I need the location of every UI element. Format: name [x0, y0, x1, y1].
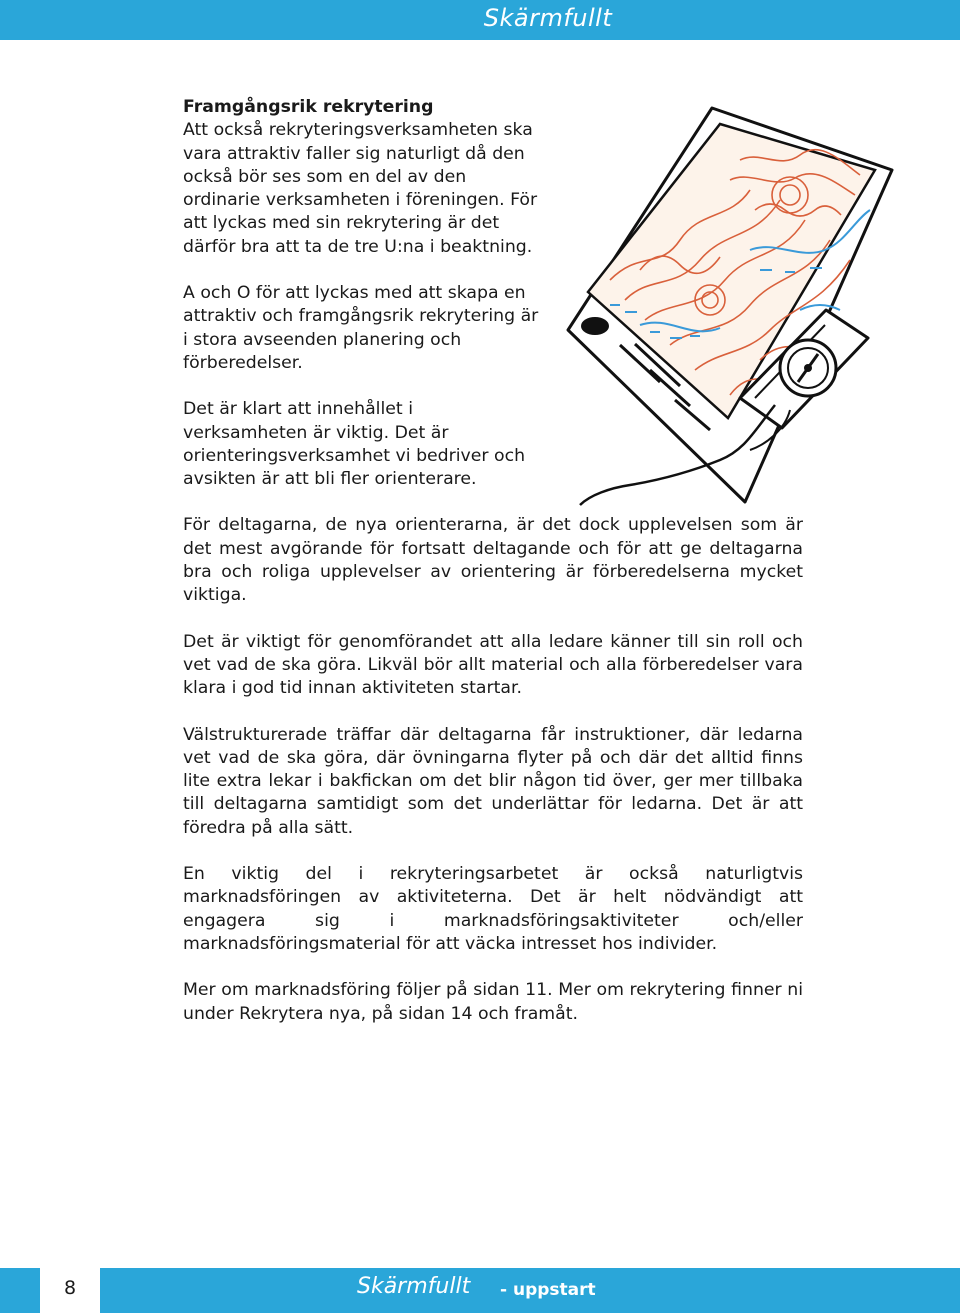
footer-brand-suffix: - uppstart	[500, 1280, 596, 1300]
header-bar	[0, 0, 960, 40]
header-brand: Skärmfullt	[483, 4, 613, 32]
section-heading: Framgångsrik rekrytering	[183, 97, 434, 117]
page-number: 8	[63, 1277, 77, 1299]
leaders-paragraph: Det är viktigt för genomförandet att alla ledare känner till sin roll och vet vad de ska göra. Likväl bör allt material och alla förberedelser vara klara i god tid innan aktiviteten startar.	[183, 631, 803, 699]
article-column-narrow	[183, 96, 539, 491]
planning-paragraph: A och O för att lyckas med att skapa en attraktiv och framgångsrik rekrytering är i stora avseenden planering och förberedelser.	[183, 283, 539, 373]
footer-brand: Skärmfullt	[357, 1274, 471, 1299]
footer-bar	[0, 1268, 960, 1313]
intro-section	[183, 96, 539, 259]
article-column-full	[183, 514, 803, 1025]
marketing-paragraph: En viktig del i rekryteringsarbetet är också naturligtvis marknadsföringen av aktiviteterna. Det är helt nödvändigt att engagera sig i marknadsföringsaktiviteter och/eller marknadsföringsmaterial för att väcka intresset hos individer.	[183, 864, 803, 954]
orienteering-map-and-compass-icon	[550, 100, 900, 520]
structure-paragraph: Välstrukturerade träffar där deltagarna får instruktioner, där ledarna vet vad de ska göra, där övningarna flyter på och där det alltid finns lite extra lekar i bakfickan om det blir någon tid över, ger mer tillbaka till deltagarna samtidigt som det underlättar för ledarna. Det är att föredra på alla sätt.	[183, 724, 803, 838]
experience-paragraph: För deltagarna, de nya orienterarna, är det dock upplevelsen som är det mest avgörande för fortsatt deltagande och för att ge deltagarna bra och roliga upplevelser av orientering är förberedelserna mycket viktiga.	[183, 515, 803, 606]
references-paragraph: Mer om marknadsföring följer på sidan 11. Mer om rekrytering finner ni under Rekrytera nya, på sidan 14 och framåt.	[183, 980, 803, 1024]
content-paragraph: Det är klart att innehållet i verksamheten är viktig. Det är orienteringsverksamhet vi bedriver och avsikten är att bli fler orienterare.	[183, 399, 526, 490]
intro-paragraph: Att också rekryteringsverksamheten ska vara attraktiv faller sig naturligt då den också bör ses som en del av den ordinarie verksamheten i föreningen. För att lyckas med sin rekrytering är det därför bra att ta de tre U:na i beaktning.	[183, 120, 538, 257]
